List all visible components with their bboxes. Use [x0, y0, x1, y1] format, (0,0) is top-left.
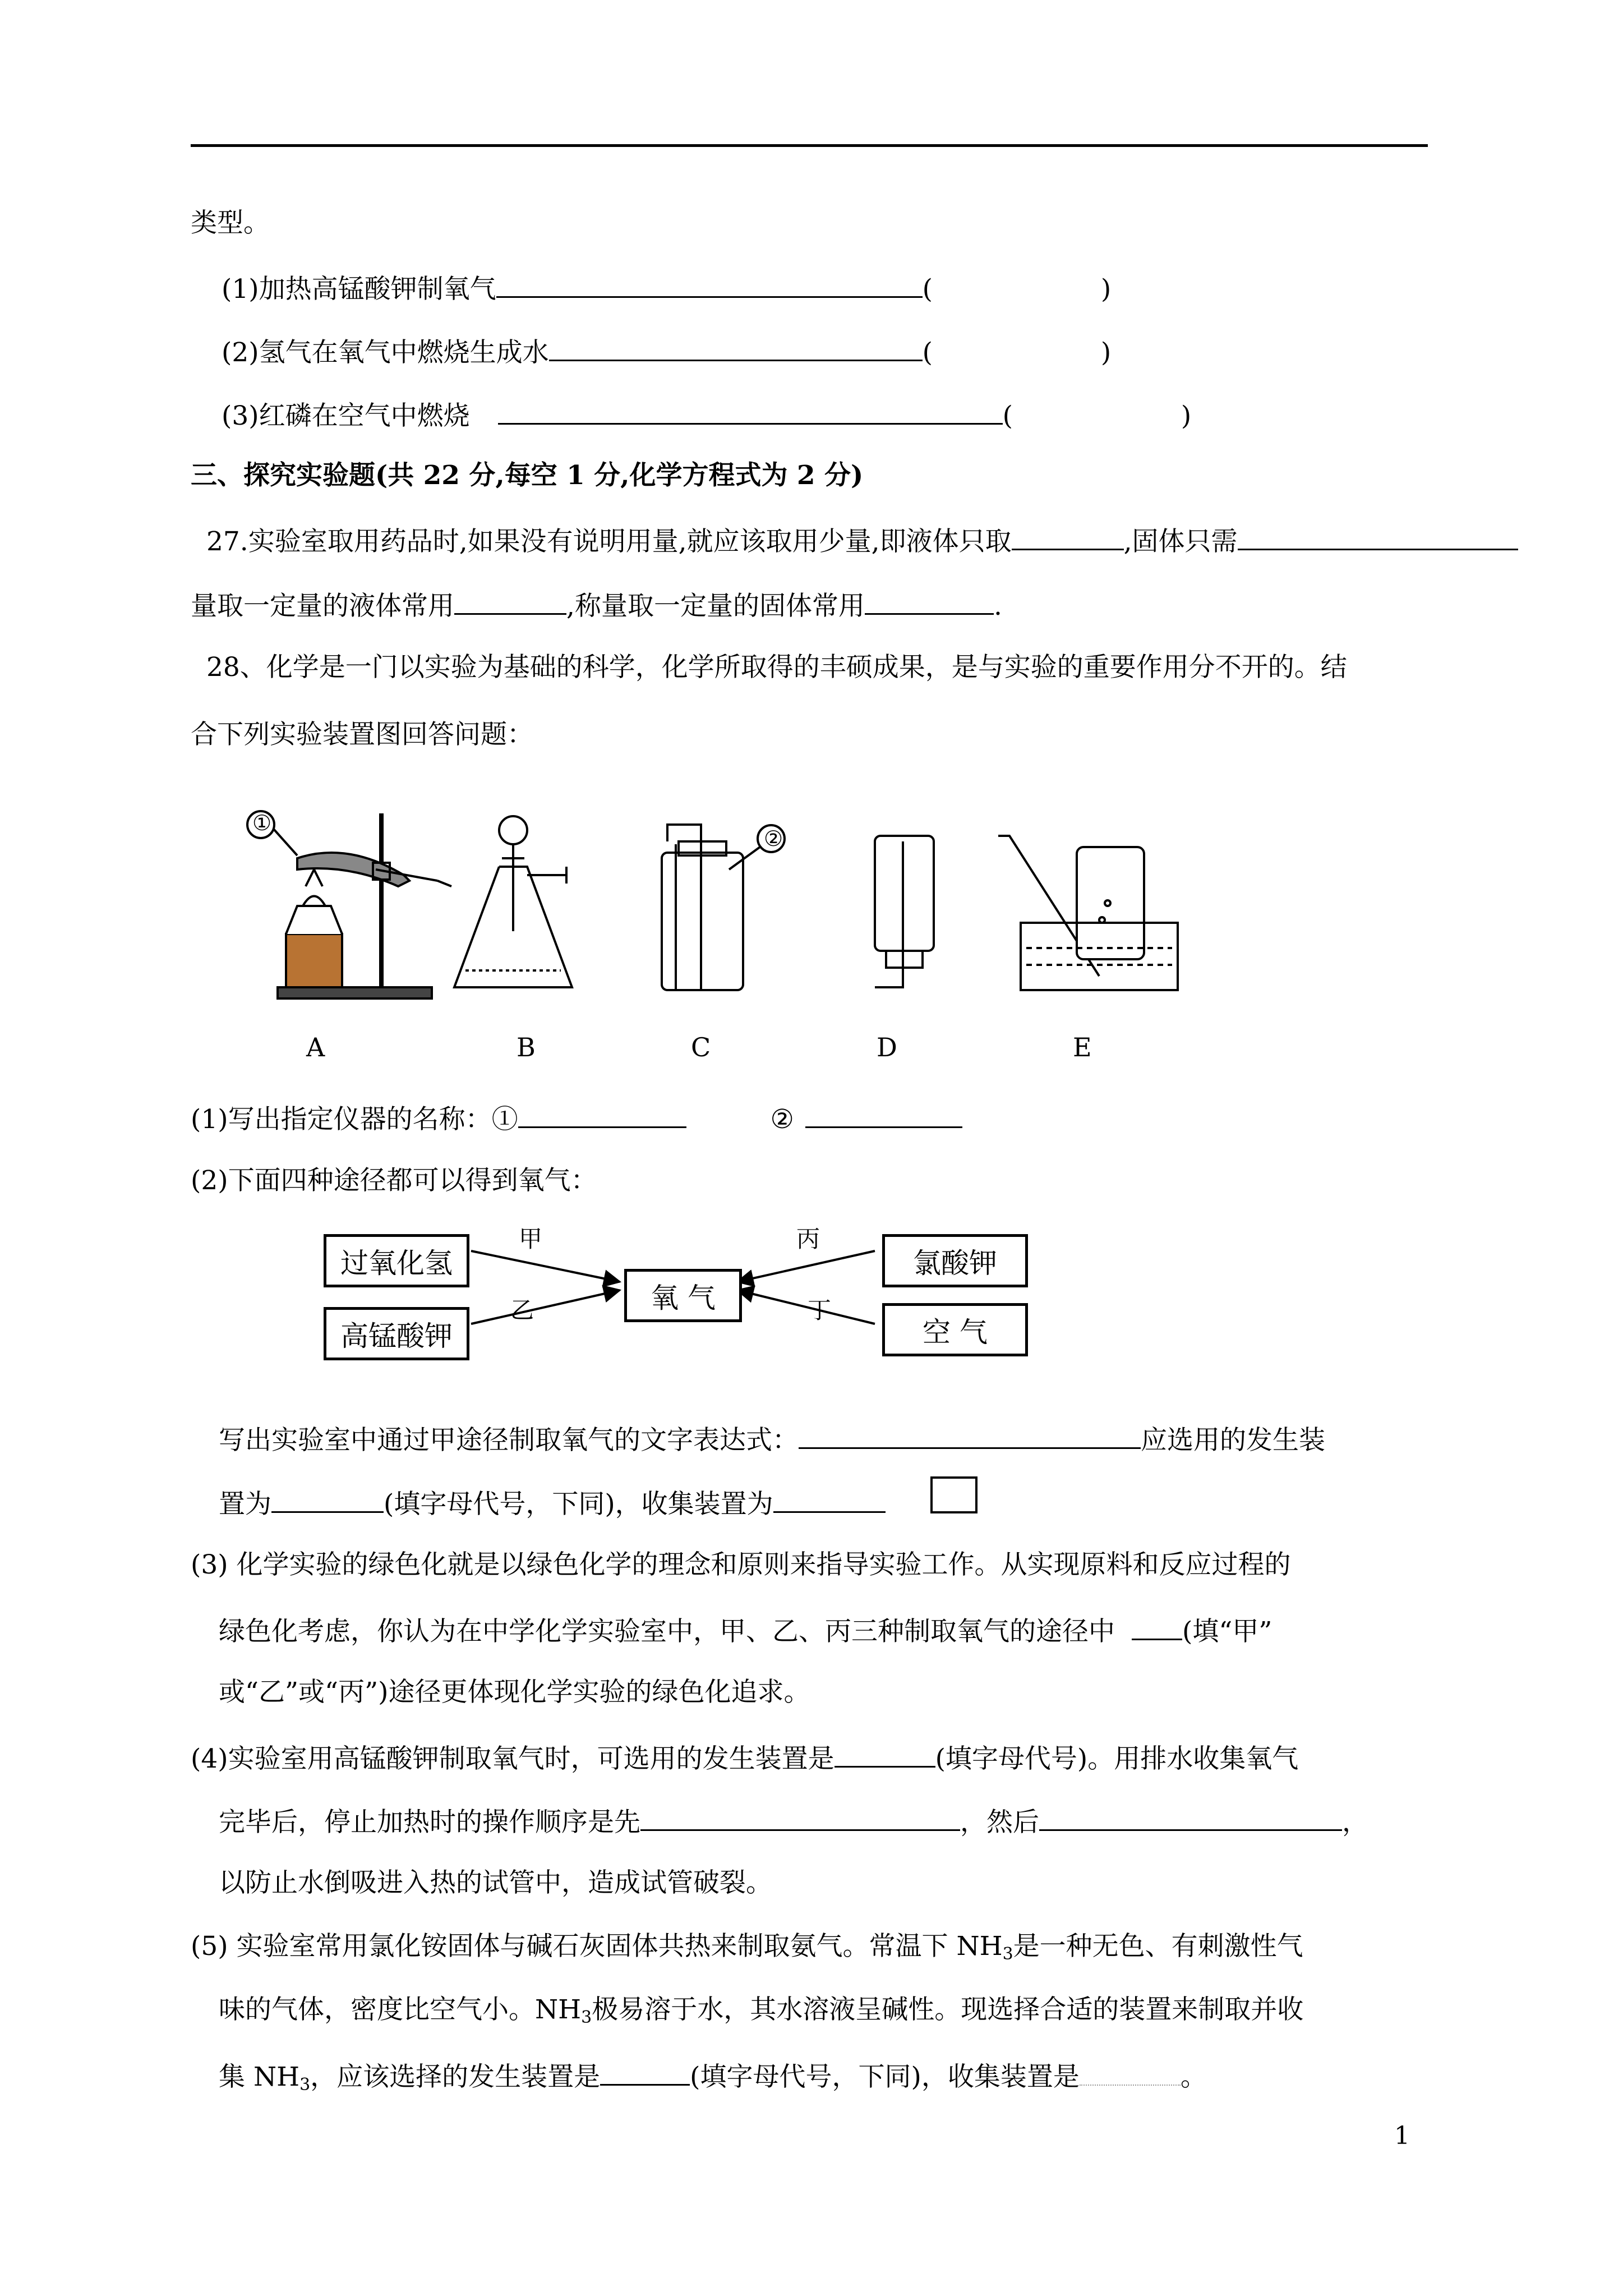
q26-item-3: (3)红磷在空气中燃烧 ( ) [222, 396, 1191, 433]
q26-item-2: (2)氢气在氧气中燃烧生成水 ( ) [222, 333, 1111, 370]
arrow-label-ding: 丁 [808, 1296, 832, 1324]
apparatus-a [247, 811, 451, 999]
q28-part-2-line-2: 置为 (填字母代号，下同)，收集装置为 [219, 1484, 886, 1521]
box-air: 空 气 [882, 1303, 1028, 1356]
section-3-title: 三、探究实验题(共 22 分,每空 1 分,化学方程式为 2 分) [191, 460, 864, 491]
q26-item-1: (1)加热高锰酸钾制氧气 ( ) [222, 269, 1111, 306]
q28-part-4-line-2: 完毕后，停止加热时的操作顺序是先 ，然后 ， [219, 1802, 1368, 1839]
apparatus-d [875, 836, 934, 987]
page-number: 1 [1394, 2122, 1410, 2150]
q27-line-1: 27.实验室取用药品时,如果没有说明用量,就应该取用少量,即液体只取 ,固体只需 [206, 522, 1518, 559]
q28-line-1: 28、化学是一门以实验为基础的科学，化学所取得的丰硕成果，是与实验的重要作用分不开的。结 [206, 652, 1347, 683]
callout-2: ② [764, 826, 783, 851]
q28-part-2-intro: (2)下面四种途径都可以得到氧气： [191, 1165, 597, 1196]
arrow-label-bing: 丙 [796, 1225, 820, 1253]
figure-label-c: C [691, 1032, 711, 1062]
q28-part-3-line-2: 绿色化考虑，你认为在中学化学实验室中，甲、乙、丙三种制取氧气的途径中 (填“甲” [219, 1612, 1272, 1649]
box-potassium-permanganate: 高锰酸钾 [324, 1307, 469, 1360]
answer-box [930, 1476, 978, 1513]
apparatus-figure [236, 797, 1217, 1032]
q28-part-5-line-3: 集 $NH_3$，应该选择的发生装置是 (填字母代号，下同)，收集装置是 。 [219, 2057, 1207, 2102]
apparatus-c [662, 825, 785, 990]
figure-label-a: A [306, 1032, 325, 1062]
q28-part-4-line-3: 以防止水倒吸进入热的试管中，造成试管破裂。 [219, 1867, 772, 1898]
arrow-label-jia: 甲 [519, 1225, 543, 1253]
q26-lead: 类型。 [191, 208, 270, 238]
header-rule [191, 144, 1428, 147]
callout-1: ① [252, 811, 272, 835]
box-oxygen: 氧 气 [624, 1269, 742, 1322]
q28-part-2-line-1: 写出实验室中通过甲途径制取氧气的文字表达式： 应选用的发生装 [219, 1420, 1325, 1457]
q28-part-3-line-3: 或“乙”或“丙”)途径更体现化学实验的绿色化追求。 [219, 1677, 810, 1708]
q28-part-5-line-1: (5) 实验室常用氯化铵固体与碱石灰固体共热来制取氨气。常温下 $NH_3$是一种无色、有刺激性气 [191, 1931, 1303, 1964]
q28-part-3-line-1: (3) 化学实验的绿色化就是以绿色化学的理念和原则来指导实验工作。从实现原料和反应过程的 [191, 1549, 1291, 1580]
q28-part-1: (1)写出指定仪器的名称：① ② [191, 1099, 962, 1137]
figure-label-b: B [517, 1032, 536, 1062]
q28-part-4-line-1: (4)实验室用高锰酸钾制取氧气时，可选用的发生装置是 (填字母代号)。用排水收集氧气 [191, 1739, 1298, 1776]
q28-part-5-line-2: 味的气体，密度比空气小。$NH_3$极易溶于水，其水溶液呈碱性。现选择合适的装置来制取并收 [219, 1994, 1304, 2027]
apparatus-b [454, 816, 572, 987]
q27-line-2: 量取一定量的液体常用 ,称量取一定量的固体常用 . [191, 586, 1002, 623]
box-hydrogen-peroxide: 过氧化氢 [324, 1234, 469, 1287]
figure-label-d: D [877, 1032, 897, 1062]
figure-label-e: E [1073, 1032, 1092, 1062]
apparatus-e [998, 836, 1178, 990]
box-potassium-chlorate: 氯酸钾 [882, 1234, 1028, 1287]
arrow-label-yi: 乙 [510, 1296, 534, 1324]
q28-line-2: 合下列实验装置图回答问题： [191, 719, 533, 750]
